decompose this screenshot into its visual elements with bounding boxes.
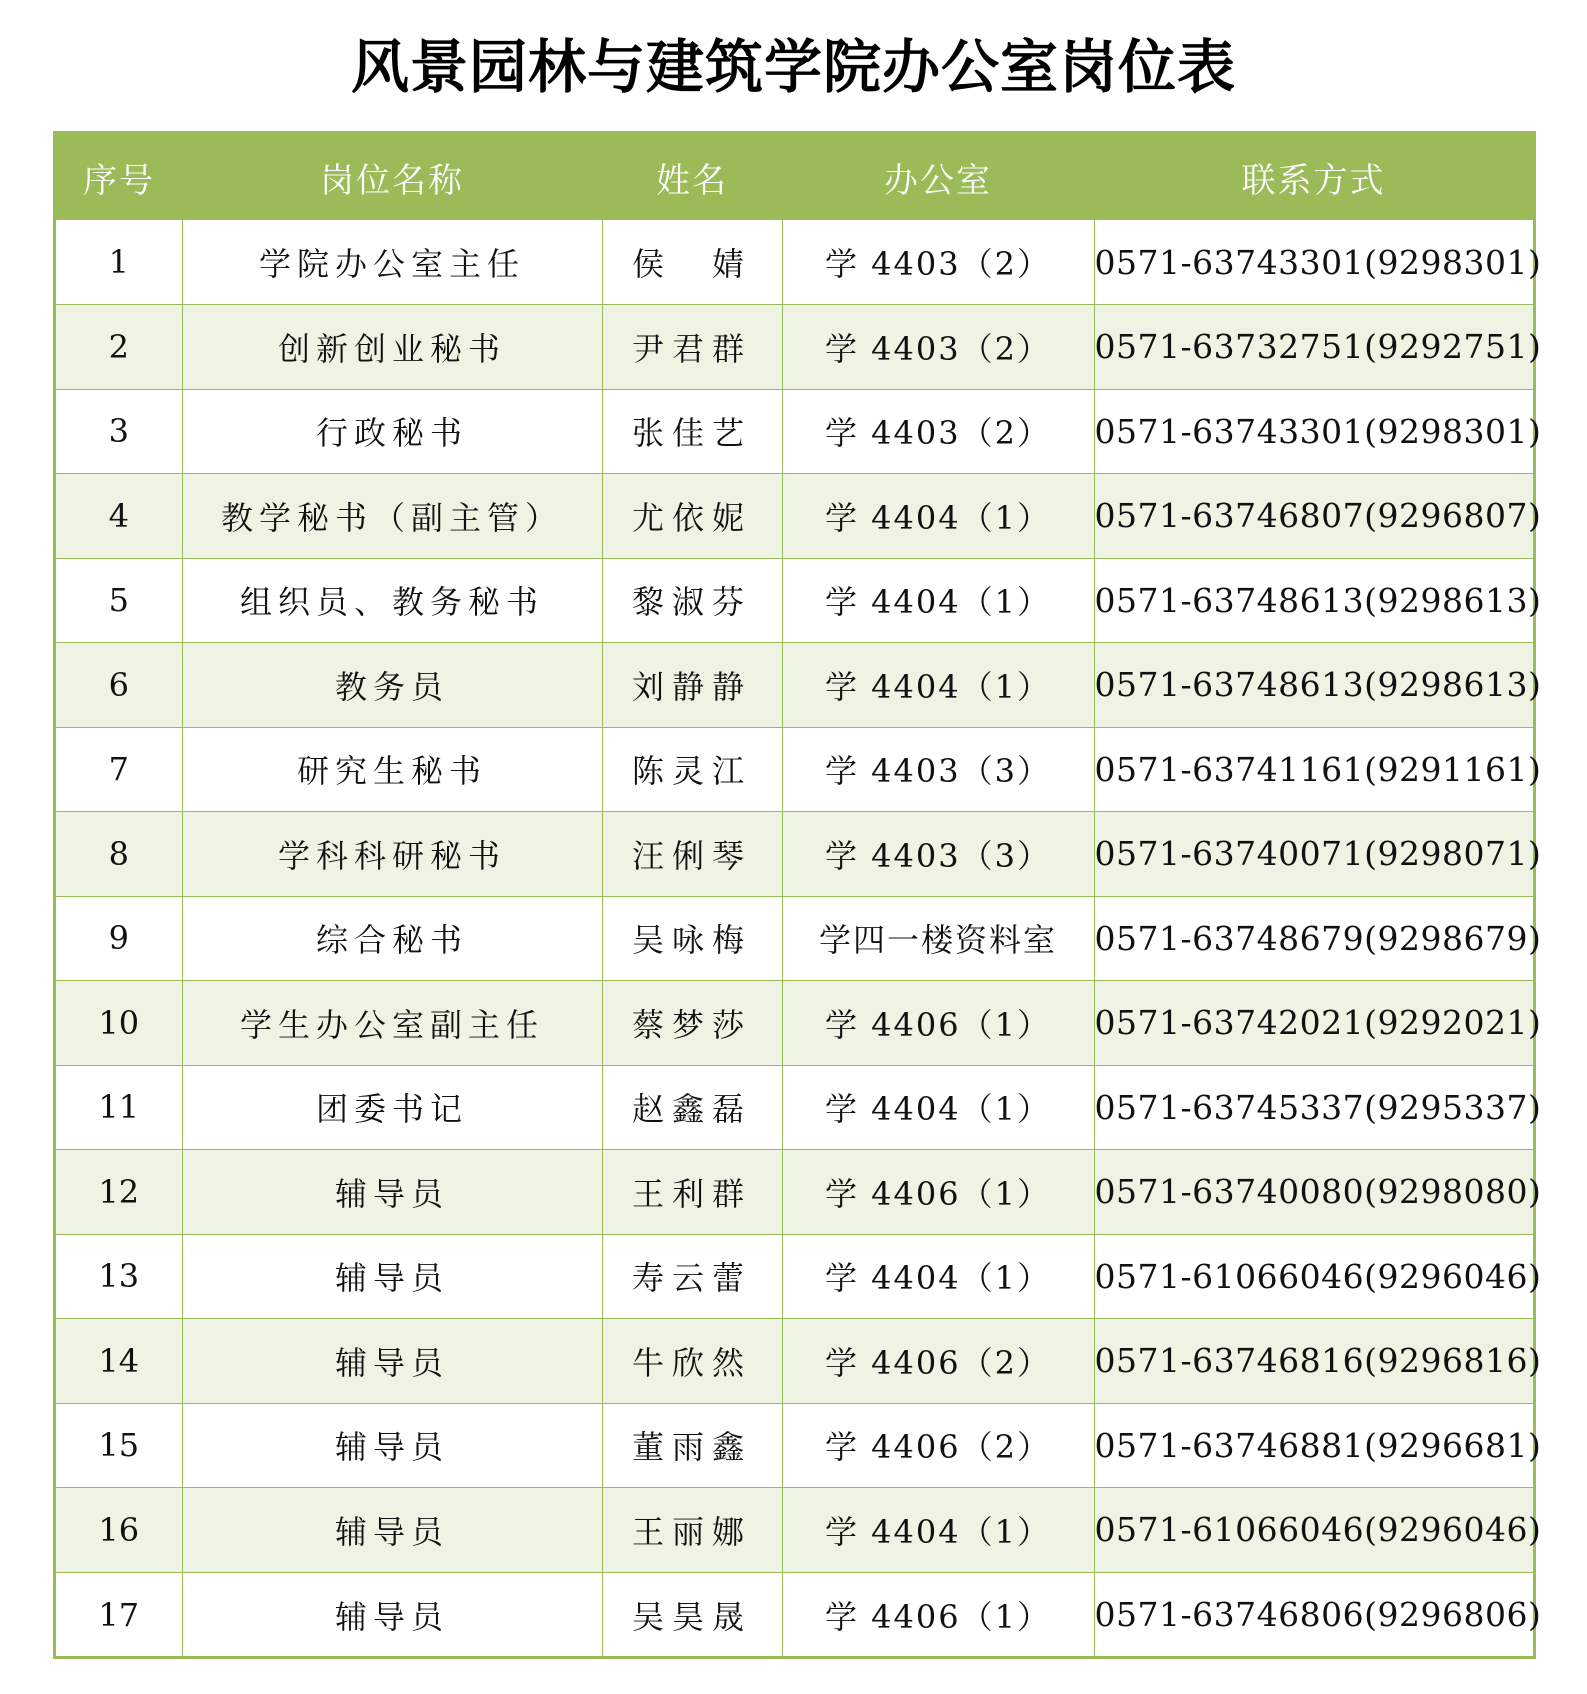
cell-contact: 0571-63748679(9298679): [1094, 896, 1533, 981]
header-seq: 序号: [83, 160, 155, 201]
cell-name: 王丽娜: [602, 1488, 782, 1573]
table-body: [56, 220, 1542, 1657]
cell-seq: 7: [56, 727, 182, 812]
cell-name: 吴咏梅: [602, 896, 782, 981]
table-row: [56, 981, 1533, 1066]
cell-office: 学 4404（1）: [782, 474, 1094, 559]
cell-contact: 0571-63746816(9296816): [1094, 1319, 1533, 1404]
cell-name: 董雨鑫: [602, 1403, 782, 1488]
cell-contact: 0571-63743301(9298301): [1094, 220, 1533, 305]
cell-office: 学 4403（2）: [782, 305, 1094, 390]
header-row: [56, 134, 1533, 220]
cell-seq: 6: [56, 643, 182, 728]
cell-seq: 11: [56, 1065, 182, 1150]
table-row: [56, 1403, 1533, 1488]
cell-office: 学四一楼资料室: [782, 896, 1094, 981]
cell-office: 学 4403（2）: [782, 220, 1094, 305]
cell-name: 吴昊晟: [602, 1572, 782, 1657]
table-row: [56, 558, 1533, 643]
cell-position: 教学秘书（副主管）: [182, 474, 602, 559]
table-header: [56, 134, 1533, 220]
cell-contact: 0571-61066046(9296046): [1094, 1234, 1533, 1319]
table-row: [56, 1150, 1533, 1235]
cell-position: 团委书记: [182, 1065, 602, 1150]
cell-contact: 0571-63746881(9296681): [1094, 1403, 1533, 1488]
table-row: [56, 1488, 1533, 1573]
cell-seq: 12: [56, 1150, 182, 1235]
cell-seq: 17: [56, 1572, 182, 1657]
table-row: [56, 1065, 1533, 1150]
cell-name: 刘静静: [602, 643, 782, 728]
cell-position: 辅导员: [182, 1319, 602, 1404]
cell-seq: 3: [56, 389, 182, 474]
cell-seq: 8: [56, 812, 182, 897]
table-row: [56, 643, 1533, 728]
table-row: [56, 474, 1533, 559]
cell-office: 学 4403（2）: [782, 389, 1094, 474]
cell-contact: 0571-63743301(9298301): [1094, 389, 1533, 474]
office-table-container: [53, 131, 1542, 1659]
cell-name: 尤依妮: [602, 474, 782, 559]
cell-position: 学生办公室副主任: [182, 981, 602, 1066]
cell-office: 学 4403（3）: [782, 727, 1094, 812]
cell-office: 学 4404（1）: [782, 1065, 1094, 1150]
cell-name: 牛欣然: [602, 1319, 782, 1404]
cell-office: 学 4406（1）: [782, 1150, 1094, 1235]
cell-office: 学 4406（2）: [782, 1319, 1094, 1404]
cell-seq: 13: [56, 1234, 182, 1319]
header-contact: 联系方式: [1241, 160, 1386, 201]
cell-seq: 9: [56, 896, 182, 981]
table-row: [56, 389, 1533, 474]
cell-name: 陈灵江: [602, 727, 782, 812]
cell-contact: 0571-63748613(9298613): [1094, 643, 1533, 728]
cell-contact: 0571-63741161(9291161): [1094, 727, 1533, 812]
cell-contact: 0571-61066046(9296046): [1094, 1488, 1533, 1573]
table-row: [56, 1319, 1533, 1404]
cell-name: 黎淑芬: [602, 558, 782, 643]
header-name: 姓名: [656, 160, 728, 201]
cell-seq: 1: [56, 220, 182, 305]
cell-name: 尹君群: [602, 305, 782, 390]
cell-position: 辅导员: [182, 1403, 602, 1488]
cell-seq: 14: [56, 1319, 182, 1404]
cell-office: 学 4404（1）: [782, 1488, 1094, 1573]
table-row: [56, 1234, 1533, 1319]
table-row: [56, 220, 1533, 305]
cell-name: 张佳艺: [602, 389, 782, 474]
header-position: 岗位名称: [320, 160, 464, 201]
cell-position: 辅导员: [182, 1572, 602, 1657]
cell-contact: 0571-63740080(9298080): [1094, 1150, 1533, 1235]
cell-office: 学 4404（1）: [782, 643, 1094, 728]
table-row: [56, 727, 1533, 812]
table-row: [56, 896, 1533, 981]
table-row: [56, 1572, 1533, 1657]
cell-position: 行政秘书: [182, 389, 602, 474]
cell-office: 学 4406（1）: [782, 981, 1094, 1066]
cell-contact: 0571-63742021(9292021): [1094, 981, 1533, 1066]
cell-name: 汪俐琴: [602, 812, 782, 897]
cell-contact: 0571-63732751(9292751): [1094, 305, 1533, 390]
cell-contact: 0571-63748613(9298613): [1094, 558, 1533, 643]
cell-position: 组织员、教务秘书: [182, 558, 602, 643]
cell-position: 辅导员: [182, 1234, 602, 1319]
cell-position: 学科科研秘书: [182, 812, 602, 897]
cell-name: 侯 婧: [602, 220, 782, 305]
cell-position: 辅导员: [182, 1150, 602, 1235]
cell-office: 学 4406（1）: [782, 1572, 1094, 1657]
header-office: 办公室: [884, 160, 992, 201]
cell-contact: 0571-63745337(9295337): [1094, 1065, 1533, 1150]
cell-office: 学 4404（1）: [782, 558, 1094, 643]
cell-contact: 0571-63740071(9298071): [1094, 812, 1533, 897]
page-title: 风景园林与建筑学院办公室岗位表: [350, 33, 1236, 101]
cell-seq: 5: [56, 558, 182, 643]
cell-position: 研究生秘书: [182, 727, 602, 812]
cell-position: 教务员: [182, 643, 602, 728]
cell-name: 蔡梦莎: [602, 981, 782, 1066]
cell-position: 创新创业秘书: [182, 305, 602, 390]
cell-office: 学 4406（2）: [782, 1403, 1094, 1488]
cell-seq: 16: [56, 1488, 182, 1573]
cell-name: 王利群: [602, 1150, 782, 1235]
cell-name: 赵鑫磊: [602, 1065, 782, 1150]
cell-seq: 10: [56, 981, 182, 1066]
office-positions-table: [56, 134, 1542, 1657]
cell-office: 学 4404（1）: [782, 1234, 1094, 1319]
cell-seq: 2: [56, 305, 182, 390]
cell-contact: 0571-63746807(9296807): [1094, 474, 1533, 559]
cell-position: 学院办公室主任: [182, 220, 602, 305]
cell-seq: 4: [56, 474, 182, 559]
cell-office: 学 4403（3）: [782, 812, 1094, 897]
cell-contact: 0571-63746806(9296806): [1094, 1572, 1533, 1657]
cell-position: 综合秘书: [182, 896, 602, 981]
table-row: [56, 812, 1533, 897]
cell-seq: 15: [56, 1403, 182, 1488]
table-row: [56, 305, 1533, 390]
cell-name: 寿云蕾: [602, 1234, 782, 1319]
cell-position: 辅导员: [182, 1488, 602, 1573]
